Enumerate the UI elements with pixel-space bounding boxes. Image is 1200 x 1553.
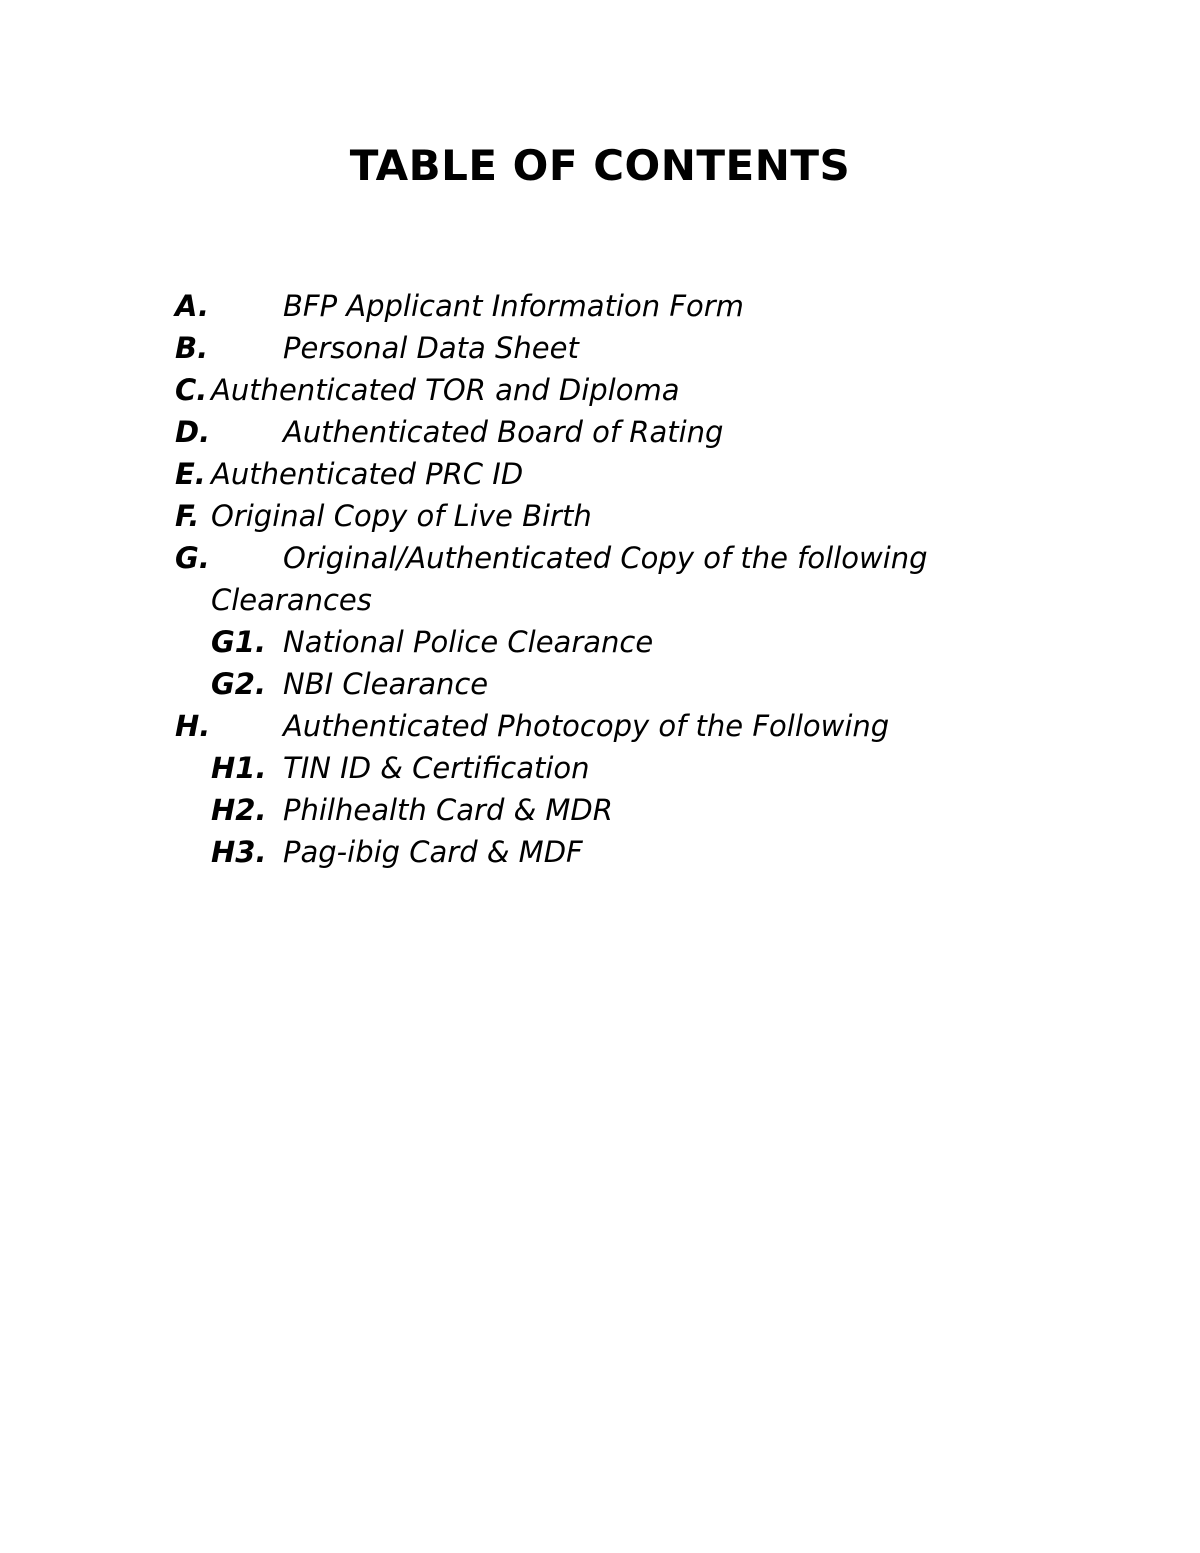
toc-entry-text: NBI Clearance: [283, 667, 489, 701]
toc-entry-text: Authenticated Board of Rating: [283, 415, 724, 449]
toc-entry-text: Original/Authenticated Copy of the following: [283, 541, 928, 575]
toc-entry-letter: F.: [175, 499, 200, 533]
toc-entry-letter: G1.: [211, 625, 266, 659]
toc-entry-text: Authenticated TOR and Diploma: [211, 373, 680, 407]
toc-entry-letter: H.: [175, 709, 211, 743]
toc-entry-letter: A.: [175, 289, 209, 323]
toc-entry-letter: B.: [175, 331, 209, 365]
toc-entry-text: National Police Clearance: [283, 625, 654, 659]
toc-entry-text: BFP Applicant Information Form: [283, 289, 744, 323]
page-title: TABLE OF CONTENTS: [349, 141, 851, 190]
toc-entry-text: Personal Data Sheet: [283, 331, 579, 365]
toc-entry-letter: H2.: [211, 793, 267, 827]
toc-entry-text: Authenticated Photocopy of the Following: [283, 709, 890, 743]
toc-entry-continuation: Clearances: [211, 583, 372, 617]
toc-entry-text: Authenticated PRC ID: [211, 457, 524, 491]
toc-entry-letter: E.: [175, 457, 206, 491]
toc-entry-text: TIN ID & Certification: [283, 751, 590, 785]
toc-entry-text: Pag-ibig Card & MDF: [283, 835, 583, 869]
toc-entry-text: Philhealth Card & MDR: [283, 793, 613, 827]
toc-entry-letter: H3.: [211, 835, 267, 869]
toc-entry-letter: D.: [175, 415, 211, 449]
toc-entry-text: Original Copy of Live Birth: [211, 499, 592, 533]
toc-entry-letter: H1.: [211, 751, 267, 785]
toc-entry-letter: G2.: [211, 667, 266, 701]
toc-entry-letter: G.: [175, 541, 210, 575]
toc-entry-letter: C.: [175, 373, 208, 407]
